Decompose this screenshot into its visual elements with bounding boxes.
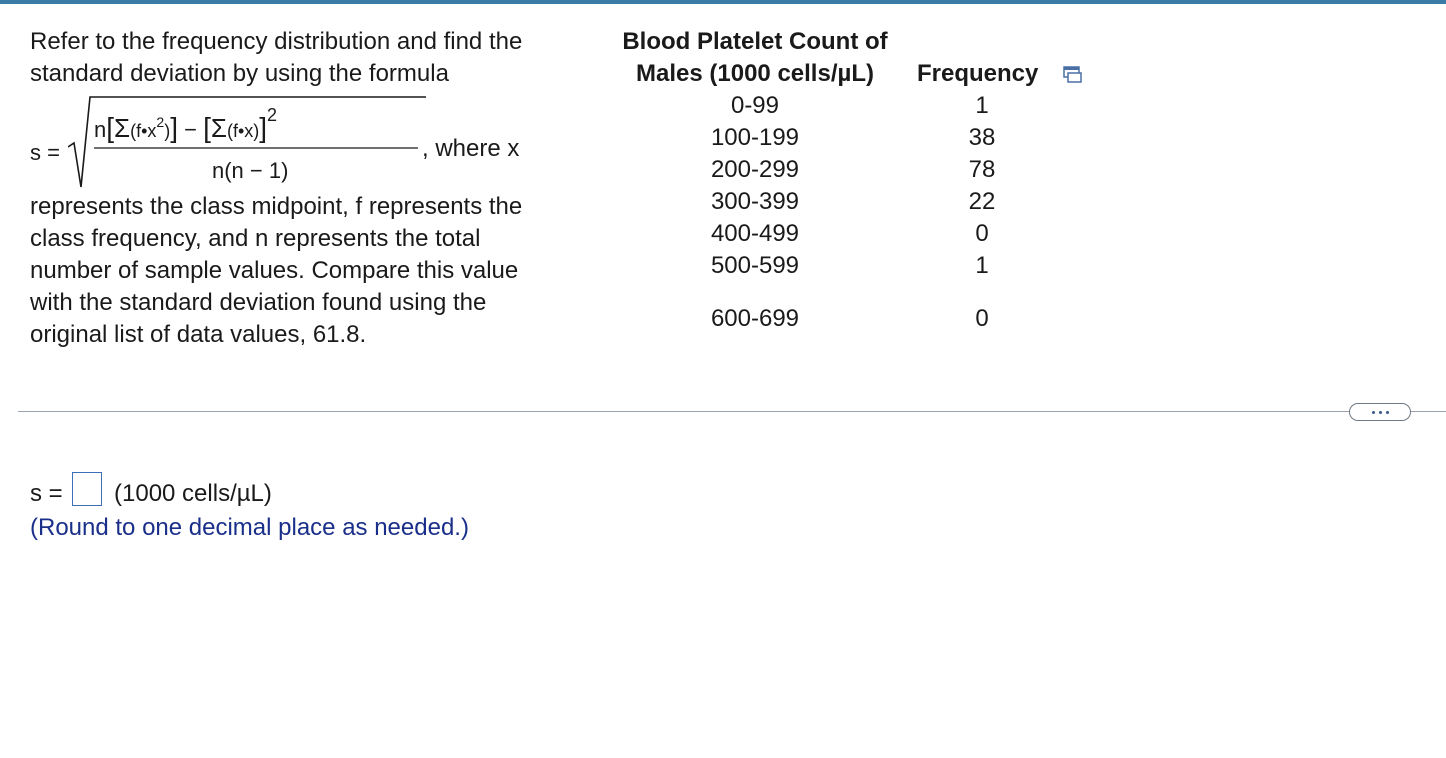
table-cell-range: 300-399 <box>710 188 800 215</box>
formula-numerator: $n[\Sigma(f•x^2)]$ − [Σ(f•x)]$^2$ <box>94 105 278 143</box>
rounding-hint: (Round to one decimal place as needed.) <box>30 514 469 541</box>
dot <box>1379 411 1382 414</box>
table-cell-range: 400-499 <box>710 220 800 247</box>
answer-label: s = <box>30 480 63 507</box>
question-line: Refer to the frequency distribution and find the <box>30 28 523 55</box>
formula-s-label: s = <box>30 140 60 165</box>
dot <box>1386 411 1389 414</box>
section-divider <box>18 411 1446 412</box>
table-cell-frequency: 1 <box>975 252 989 279</box>
question-line: original list of data values, 61.8. <box>30 321 367 348</box>
table-header-count <box>590 26 920 90</box>
header-line: Males (1000 cells/µL) <box>636 60 874 87</box>
table-cell-frequency: 0 <box>975 305 989 332</box>
formula-fx2: (f•x <box>130 121 157 141</box>
question-line: represents the class midpoint, f represents the <box>30 193 523 220</box>
formula-denominator: n(n − 1) <box>212 158 289 183</box>
table-cell-frequency: 78 <box>968 156 996 183</box>
formula-n: n <box>94 117 107 142</box>
formula-paren: ) <box>164 121 171 141</box>
table-cell-frequency: 1 <box>975 92 989 119</box>
dot <box>1372 411 1375 414</box>
table-header-frequency: Frequency <box>917 60 1039 87</box>
answer-input[interactable] <box>72 472 102 506</box>
question-line: class frequency, and n represents the total <box>30 225 481 252</box>
table-cell-frequency: 22 <box>968 188 996 215</box>
question-line: standard deviation by using the formula <box>30 60 449 87</box>
top-accent-bar <box>0 0 1446 4</box>
answer-units: (1000 cells/µL) <box>114 480 272 507</box>
question-line: number of sample values. Compare this value <box>30 257 519 284</box>
table-cell-range: 100-199 <box>710 124 800 151</box>
formula-exp: 2 <box>156 114 165 130</box>
table-cell-range: 0-99 <box>730 92 780 119</box>
more-options-icon[interactable] <box>1349 403 1411 421</box>
copy-icon[interactable] <box>1063 65 1083 85</box>
formula-where: , where x <box>422 135 520 162</box>
table-cell-frequency: 38 <box>968 124 996 151</box>
table-cell-range: 500-599 <box>710 252 800 279</box>
formula-outer-exp: 2 <box>267 105 278 125</box>
header-line: Blood Platelet Count of <box>622 28 888 55</box>
sigma-symbol: Σ <box>210 113 227 143</box>
formula-fx: (f•x) <box>226 121 260 141</box>
std-dev-formula <box>30 91 575 191</box>
table-cell-range: 600-699 <box>710 305 800 332</box>
formula-minus: − <box>184 117 197 142</box>
question-line: with the standard deviation found using the <box>30 289 487 316</box>
table-cell-range: 200-299 <box>710 156 800 183</box>
table-cell-frequency: 0 <box>975 220 989 247</box>
question-text <box>30 26 575 351</box>
sigma-symbol: Σ <box>114 113 131 143</box>
